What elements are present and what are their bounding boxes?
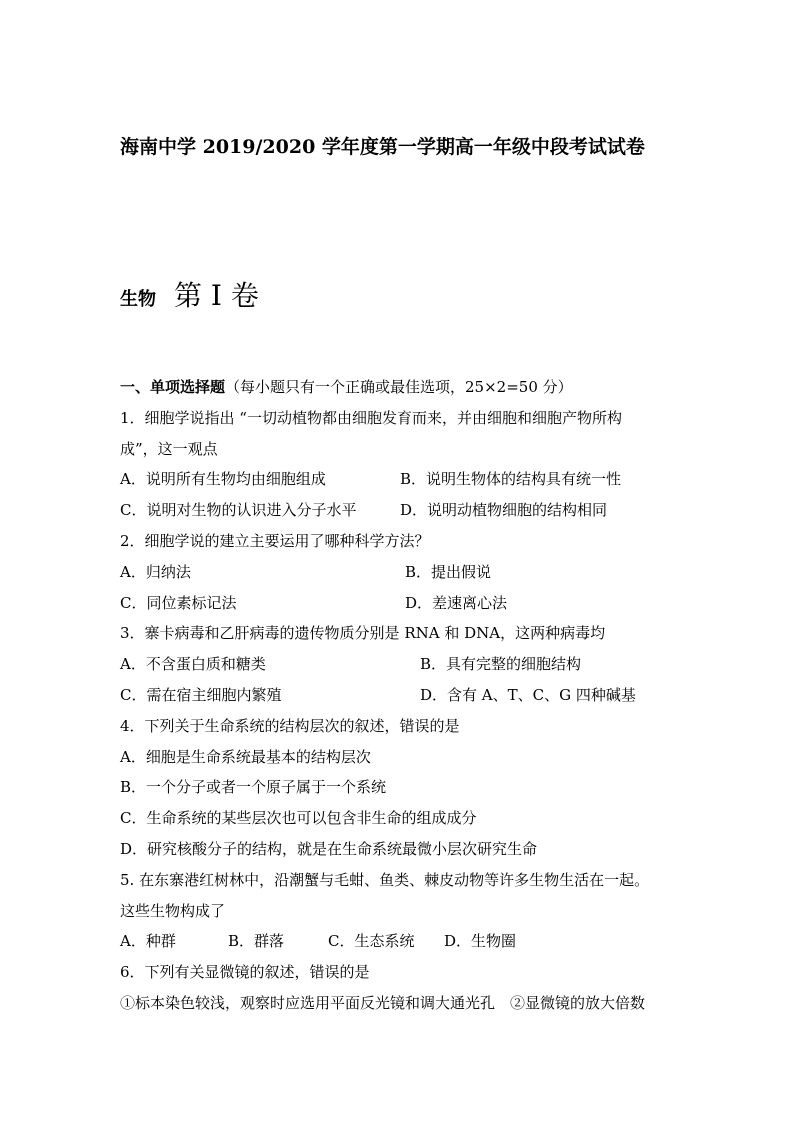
question-3-option-d: D．含有 A、T、C、G 四种碱基 <box>420 685 636 704</box>
section-title-text: 一、单项选择题 <box>120 378 226 396</box>
question-3-stem: 3．寨卡病毒和乙肝病毒的遗传物质分别是 RNA 和 DNA，这两种病毒均 <box>120 624 606 643</box>
question-1-options-row2 <box>120 495 680 526</box>
question-1-option-c: C．说明对生物的认识进入分子水平 <box>120 501 357 520</box>
exam-title: 海南中学 2019/2020 学年度第一学期高一年级中段考试试卷 <box>120 136 645 158</box>
subject-label: 生物 <box>120 289 156 310</box>
section-title <box>120 372 680 403</box>
question-1-option-d: D．说明动植物细胞的结构相同 <box>400 501 608 520</box>
question-5-stem-line1: 5. 在东寨港红树林中，沿潮蟹与毛蚶、鱼类、棘皮动物等许多生物生活在一起。 <box>120 870 650 889</box>
question-3-option-c: C．需在宿主细胞内繁殖 <box>120 685 282 704</box>
question-4-stem: 4．下列关于生命系统的结构层次的叙述，错误的是 <box>120 716 460 735</box>
question-3-options-row1 <box>120 649 680 680</box>
question-2-stem: 2．细胞学说的建立主要运用了哪种科学方法？ <box>120 531 430 550</box>
section-note: （每小题只有一个正确或最佳选项，25×2=50 分） <box>225 378 573 396</box>
question-3-option-a: A．不含蛋白质和糖类 <box>120 655 266 674</box>
question-4-option-b: B．一个分子或者一个原子属于一个系统 <box>120 778 387 797</box>
question-3-option-b: B．具有完整的细胞结构 <box>420 655 582 674</box>
question-1-stem-line2: 成”，这一观点 <box>120 439 218 458</box>
question-1-stem-line1: 1．细胞学说指出 “一切动植物都由细胞发育而来，并由细胞和细胞产物所构 <box>120 408 622 427</box>
question-4-option-a: A．细胞是生命系统最基本的结构层次 <box>120 747 371 766</box>
question-5-option-a: A．种群 <box>120 932 176 951</box>
question-2-option-c: C．同位素标记法 <box>120 593 237 612</box>
question-3-options-row2 <box>120 680 680 711</box>
question-2-option-a: A．归纳法 <box>120 562 191 581</box>
question-5-option-d: D．生物圈 <box>444 932 517 951</box>
question-2-option-b: B．提出假说 <box>405 562 492 581</box>
question-4-option-d: D．研究核酸分子的结构，就是在生命系统最微小层次研究生命 <box>120 839 538 858</box>
question-6-item-line: ①标本染色较浅，观察时应选用平面反光镜和调大通光孔 ②显微镜的放大倍数 <box>120 993 646 1012</box>
question-2-options-row2 <box>120 588 680 619</box>
question-6-stem: 6．下列有关显微镜的叙述，错误的是 <box>120 963 370 982</box>
question-5-option-c: C．生态系统 <box>328 932 415 951</box>
question-5-options-row <box>120 926 680 957</box>
question-1-option-a: A．说明所有生物均由细胞组成 <box>120 470 326 489</box>
volume-heading <box>120 274 259 314</box>
volume-label: 第 I 卷 <box>174 279 259 312</box>
question-5-option-b: B．群落 <box>228 932 285 951</box>
question-1-options-row1 <box>120 464 680 495</box>
question-2-option-d: D．差速离心法 <box>405 593 508 612</box>
exam-content <box>120 372 680 1019</box>
question-4-option-c: C．生命系统的某些层次也可以包含非生命的组成成分 <box>120 809 477 828</box>
question-1-option-b: B．说明生物体的结构具有统一性 <box>400 470 622 489</box>
question-5-stem-line2: 这些生物构成了 <box>120 901 226 920</box>
question-2-options-row1 <box>120 557 680 588</box>
